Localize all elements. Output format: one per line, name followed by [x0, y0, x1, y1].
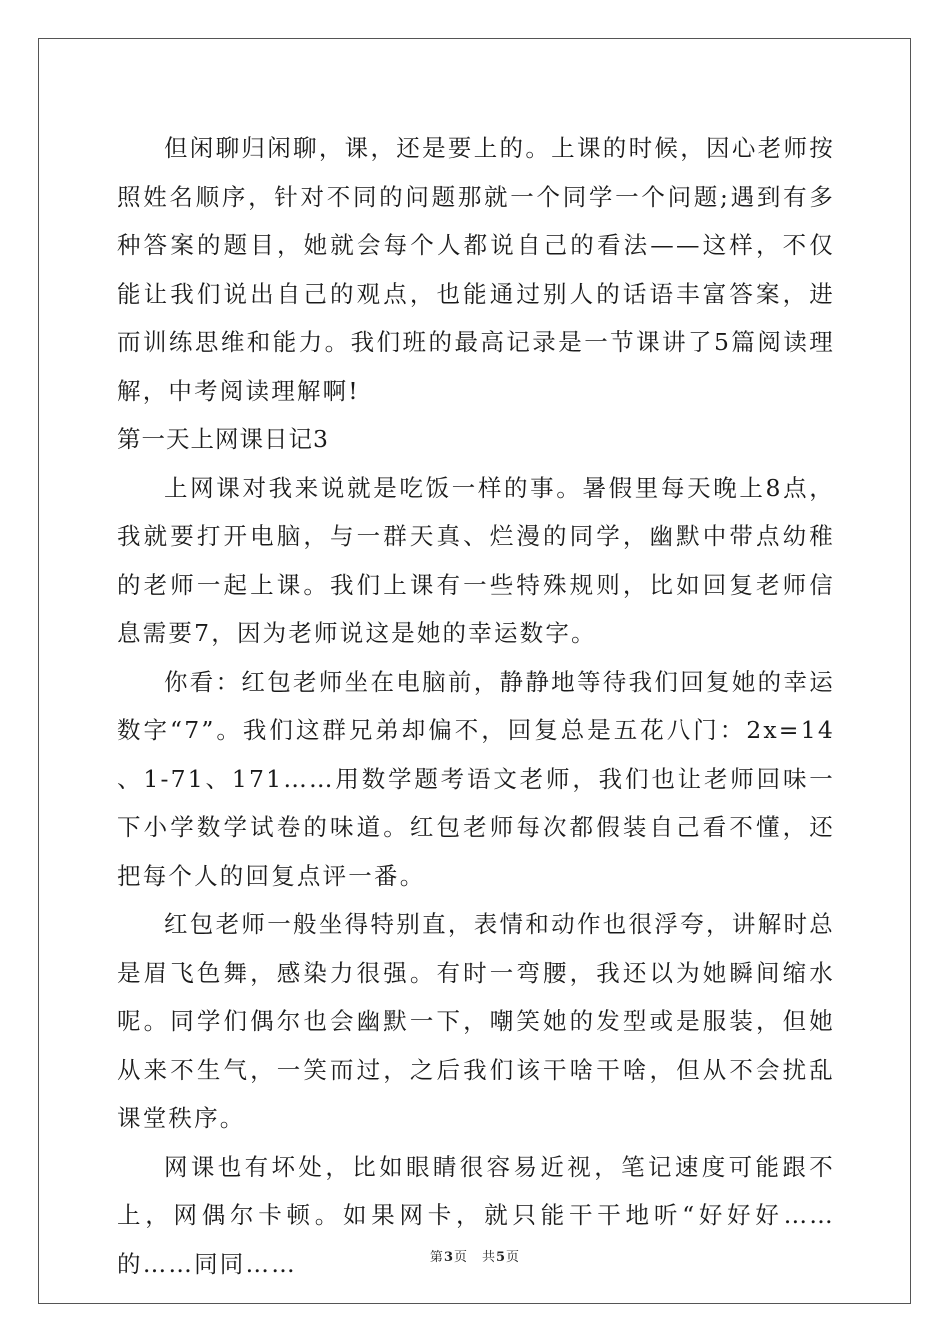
paragraph: 网课也有坏处，比如眼睛很容易近视，笔记速度可能跟不上，网偶尔卡顿。如果网卡，就只能干干地听“好好好……的……同同…… [117, 1152, 835, 1278]
paragraph: 你看：红包老师坐在电脑前，静静地等待我们回复她的幸运数字“7”。我们这群兄弟却偏不，回复总是五花八门：2x=14 、1-71、171……用数学题考语文老师，我们也让老师回味一下小学数学试卷的味道。红包老师每次都假装自己看不懂，还把每个人的回复点评一番。 [117, 667, 835, 890]
footer-suffix: 页 [506, 1250, 521, 1265]
page-footer [0, 1246, 950, 1265]
footer-middle: 页 共 [453, 1250, 496, 1265]
total-pages-number: 5 [496, 1250, 507, 1265]
paragraph: 上网课对我来说就是吃饭一样的事。暑假里每天晚上8点，我就要打开电脑，与一群天真、烂漫的同学，幽默中带点幼稚的老师一起上课。我们上课有一些特殊规则，比如回复老师信息需要7，因为老师说这是她的幸运数字。 [117, 473, 835, 647]
section-heading: 第一天上网课日记3 [117, 425, 329, 453]
paragraph: 红包老师一般坐得特别直，表情和动作也很浮夸，讲解时总是眉飞色舞，感染力很强。有时一弯腰，我还以为她瞬间缩水呢。同学们偶尔也会幽默一下，嘲笑她的发型或是服装，但她从来不生气，一笑而过，之后我们该干啥干啥，但从不会扰乱课堂秩序。 [117, 910, 835, 1132]
paragraph: 但闲聊归闲聊，课，还是要上的。上课的时候，因心老师按照姓名顺序，针对不同的问题那就一个同学一个问题;遇到有多种答案的题目，她就会每个人都说自己的看法——这样，不仅能让我们说出自己的观点，也能通过别人的话语丰富答案，进而训练思维和能力。我们班的最高记录是一节课讲了5篇阅读理解，中考阅读理解啊! [117, 134, 835, 405]
current-page-number: 3 [443, 1250, 454, 1265]
document-body [117, 124, 835, 1288]
footer-prefix: 第 [429, 1250, 444, 1265]
